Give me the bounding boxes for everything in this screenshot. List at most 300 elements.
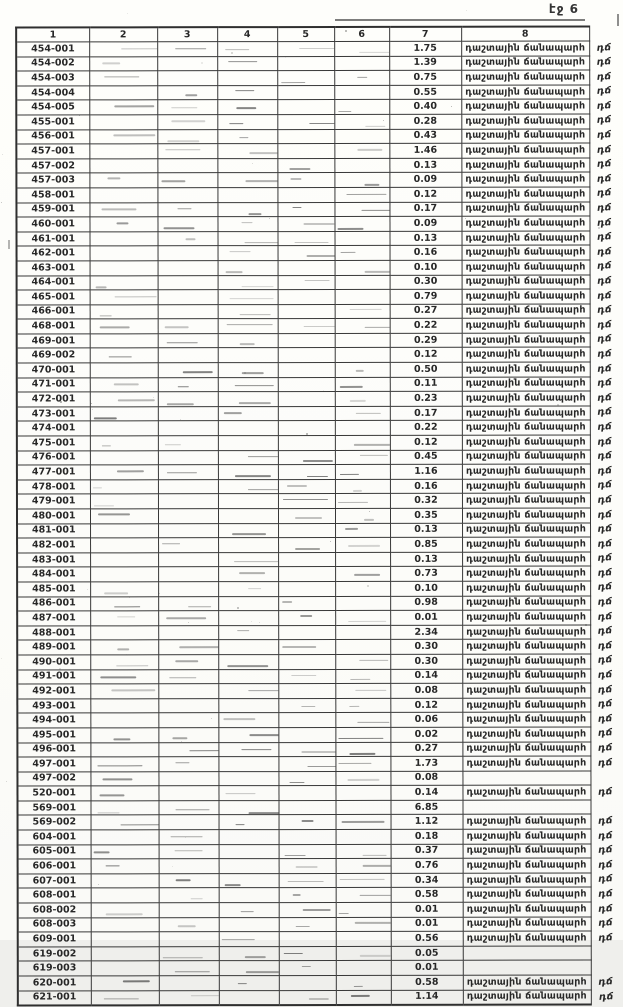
parcel-code-cell: 487-001 xyxy=(17,611,90,626)
scan-smudge xyxy=(165,444,181,445)
scan-smudge xyxy=(100,315,111,316)
parcel-code-cell: 474-001 xyxy=(17,421,90,436)
land-type-cell: դաշտային ճանապարհ xyxy=(461,158,589,173)
empty-cell xyxy=(218,771,278,786)
empty-cell xyxy=(278,465,335,480)
land-type-cell: դաշտային ճանապարհ xyxy=(463,917,591,932)
table-row xyxy=(17,493,620,509)
length-value-cell: 0.73 xyxy=(390,567,462,582)
empty-cell xyxy=(91,888,159,903)
scan-speckle xyxy=(2,154,3,155)
length-value-cell: 0.28 xyxy=(389,114,461,129)
parcel-code-cell: 459-001 xyxy=(16,202,89,217)
parcel-code-cell: 496-001 xyxy=(17,742,90,757)
scan-smudge xyxy=(338,913,348,914)
parcel-code-cell: 460-001 xyxy=(16,217,89,232)
empty-cell xyxy=(217,56,277,71)
empty-cell xyxy=(157,85,217,100)
land-parcel-table xyxy=(15,25,622,1006)
empty-cell xyxy=(335,523,390,538)
scan-smudge xyxy=(179,646,218,648)
empty-cell xyxy=(158,684,218,699)
empty-cell xyxy=(335,465,390,480)
empty-cell xyxy=(336,815,391,830)
empty-cell xyxy=(90,304,158,319)
empty-cell xyxy=(158,728,218,743)
land-type-cell: դաշտային ճանապարհ xyxy=(462,581,590,596)
empty-cell xyxy=(90,261,158,276)
parcel-code-cell: 497-001 xyxy=(17,757,90,772)
empty-cell xyxy=(336,844,391,859)
empty-cell xyxy=(159,844,219,859)
scan-smudge xyxy=(354,444,390,446)
empty-cell xyxy=(335,275,390,290)
length-value-cell: 6.85 xyxy=(390,800,462,815)
land-type-cell: դաշտային ճանապարհ xyxy=(463,902,591,917)
land-type-cell: դաշտային ճանապարհ xyxy=(462,493,590,508)
scan-smudge xyxy=(108,356,132,357)
empty-cell xyxy=(335,538,390,553)
parcel-code-cell: 454-004 xyxy=(16,86,89,101)
column-header: 5 xyxy=(277,27,334,42)
empty-cell xyxy=(89,71,157,86)
empty-cell xyxy=(158,231,218,246)
scan-smudge xyxy=(114,135,156,136)
table-row xyxy=(17,610,620,626)
parcel-code-cell: 458-001 xyxy=(16,188,89,203)
parcel-code-cell: 606-001 xyxy=(18,859,91,874)
handwritten-margin-mark: դճ xyxy=(597,873,613,886)
empty-cell xyxy=(278,494,335,509)
empty-cell xyxy=(336,975,391,990)
empty-cell xyxy=(159,932,219,947)
empty-cell xyxy=(91,859,159,874)
empty-cell xyxy=(159,874,219,889)
land-type-cell: դաշտային ճանապարհ xyxy=(462,362,590,377)
table-row xyxy=(16,56,619,72)
scan-smudge xyxy=(360,955,390,957)
handwritten-margin-mark xyxy=(590,799,621,815)
land-type-cell: դաշտային ճանապարհ xyxy=(462,610,590,625)
empty-cell xyxy=(278,567,335,582)
table-row xyxy=(18,917,621,933)
land-type-cell: դաշտային ճանապարհ xyxy=(461,216,589,231)
empty-cell xyxy=(218,727,278,742)
empty-cell xyxy=(90,290,158,305)
scan-smudge xyxy=(176,661,199,663)
scan-smudge xyxy=(364,519,374,521)
table-row xyxy=(17,435,620,451)
empty-cell xyxy=(158,611,218,626)
empty-cell xyxy=(278,290,335,305)
table-row xyxy=(17,304,620,320)
length-value-cell: 0.43 xyxy=(389,129,461,144)
empty-cell xyxy=(278,508,335,523)
empty-cell xyxy=(217,188,277,203)
empty-cell xyxy=(90,494,158,509)
table-row xyxy=(17,537,620,553)
empty-cell xyxy=(334,41,389,56)
scan-smudge xyxy=(240,572,266,574)
land-type-cell: դաշտային ճանապարհ xyxy=(462,406,590,421)
parcel-code-cell: 491-001 xyxy=(17,669,90,684)
parcel-code-cell: 462-001 xyxy=(17,246,90,261)
scan-smudge xyxy=(104,998,138,999)
length-value-cell: 2.34 xyxy=(390,625,462,640)
land-type-cell: դաշտային ճանապարհ xyxy=(462,347,590,362)
empty-cell xyxy=(335,260,390,275)
scan-smudge xyxy=(224,412,242,414)
empty-cell xyxy=(218,348,278,363)
land-type-cell: դաշտային ճանապարհ xyxy=(463,990,591,1005)
scan-smudge xyxy=(235,385,274,386)
empty-cell xyxy=(217,173,277,188)
parcel-code-cell: 569-002 xyxy=(18,815,91,830)
empty-cell xyxy=(158,582,218,597)
empty-cell xyxy=(158,363,218,378)
scan-smudge xyxy=(283,499,329,500)
empty-cell xyxy=(335,392,390,407)
land-type-cell: դաշտային ճանապարհ xyxy=(462,231,590,246)
parcel-code-cell: 457-003 xyxy=(16,173,89,188)
empty-cell xyxy=(90,771,158,786)
empty-cell xyxy=(334,129,389,144)
scan-smudge xyxy=(117,616,135,617)
table-row xyxy=(16,202,619,218)
empty-cell xyxy=(279,975,336,990)
land-type-cell: դաշտային ճանապարհ xyxy=(461,129,589,144)
land-type-cell: դաշտային ճանապարհ xyxy=(462,377,590,392)
empty-cell xyxy=(277,158,334,173)
scan-smudge xyxy=(103,778,133,780)
scan-smudge xyxy=(111,690,155,692)
length-value-cell: 0.30 xyxy=(390,275,462,290)
scan-smudge xyxy=(342,821,385,822)
scan-smudge xyxy=(121,48,157,49)
scan-smudge xyxy=(238,630,250,631)
scan-smudge xyxy=(365,126,385,127)
scan-smudge xyxy=(291,675,316,676)
length-value-cell: 0.50 xyxy=(390,362,462,377)
table-row xyxy=(17,669,620,685)
empty-cell xyxy=(278,231,335,246)
scan-smudge xyxy=(188,606,211,607)
scan-smudge xyxy=(113,384,138,385)
scan-smudge xyxy=(175,48,206,49)
empty-cell xyxy=(157,217,217,232)
empty-cell xyxy=(334,85,389,100)
table-row xyxy=(18,902,621,918)
scan-smudge xyxy=(302,820,313,822)
land-type-cell: դաշտային ճանապարհ xyxy=(462,785,590,800)
scan-smudge xyxy=(239,343,254,345)
empty-cell xyxy=(334,56,389,71)
parcel-code-cell: 475-001 xyxy=(17,436,90,451)
land-type-cell: դաշտային ճանապարհ xyxy=(463,887,591,902)
length-value-cell: 0.37 xyxy=(391,844,463,859)
scan-smudge xyxy=(347,194,386,195)
scan-smudge xyxy=(248,588,261,589)
length-value-cell: 0.06 xyxy=(390,713,462,728)
table-row xyxy=(17,245,620,261)
scan-smudge xyxy=(294,242,328,243)
empty-cell xyxy=(335,596,390,611)
table-row xyxy=(16,114,619,130)
empty-cell xyxy=(90,728,158,743)
scan-smudge xyxy=(94,418,117,419)
empty-cell xyxy=(89,188,157,203)
column-header: 4 xyxy=(217,27,277,42)
empty-cell xyxy=(278,479,335,494)
empty-cell xyxy=(277,129,334,144)
scan-smudge xyxy=(339,763,372,764)
scan-smudge xyxy=(339,386,362,388)
empty-cell xyxy=(218,713,278,728)
empty-cell xyxy=(158,290,218,305)
empty-cell xyxy=(278,684,335,699)
scan-smudge xyxy=(166,617,207,619)
empty-cell xyxy=(91,947,159,962)
empty-cell xyxy=(218,742,278,757)
table-row xyxy=(17,727,620,743)
land-type-cell: դաշտային ճանապարհ xyxy=(462,318,590,333)
table-row xyxy=(18,990,621,1006)
empty-cell xyxy=(157,158,217,173)
parcel-code-cell: 497-002 xyxy=(17,772,90,787)
handwritten-margin-mark: դճ xyxy=(596,41,612,54)
scan-smudge xyxy=(171,107,197,108)
table-row xyxy=(18,960,621,976)
empty-cell xyxy=(278,800,335,815)
length-value-cell: 0.08 xyxy=(390,683,462,698)
table-row xyxy=(18,873,621,889)
handwritten-margin-mark: դճ xyxy=(596,144,612,156)
length-value-cell: 1.14 xyxy=(391,990,463,1005)
length-value-cell: 0.13 xyxy=(390,552,462,567)
empty-cell xyxy=(157,173,217,188)
empty-cell xyxy=(90,582,158,597)
handwritten-margin-mark: դճ xyxy=(597,552,613,565)
scan-smudge xyxy=(249,152,277,154)
empty-cell xyxy=(218,567,278,582)
scan-smudge xyxy=(359,660,388,661)
scan-smudge xyxy=(362,855,386,856)
handwritten-margin-mark: դճ xyxy=(597,815,613,828)
empty-cell xyxy=(90,801,158,816)
empty-cell xyxy=(335,348,390,363)
table-row xyxy=(18,975,621,991)
land-type-cell: դաշտային ճանապարհ xyxy=(462,654,590,669)
table-row xyxy=(17,523,620,539)
table-row xyxy=(17,625,620,641)
empty-cell xyxy=(217,115,277,130)
parcel-code-cell: 492-001 xyxy=(17,684,90,699)
table-row xyxy=(17,347,620,363)
handwritten-margin-mark: դճ xyxy=(597,902,613,915)
length-value-cell: 0.01 xyxy=(390,610,462,625)
handwritten-margin-mark: դճ xyxy=(597,625,613,638)
handwritten-margin-mark: դճ xyxy=(597,494,613,507)
empty-cell xyxy=(336,829,391,844)
land-type-cell: դաշտային ճանապարհ xyxy=(463,858,591,873)
parcel-code-cell: 486-001 xyxy=(17,596,90,611)
empty-cell xyxy=(90,538,158,553)
empty-cell xyxy=(217,202,277,217)
empty-cell xyxy=(158,392,218,407)
empty-cell xyxy=(279,961,336,976)
scan-smudge xyxy=(98,765,143,766)
length-value-cell: 0.08 xyxy=(390,771,462,786)
scan-smudge xyxy=(162,180,186,182)
scan-smudge xyxy=(118,399,155,401)
length-value-cell: 0.09 xyxy=(389,173,461,188)
parcel-code-cell: 608-001 xyxy=(18,888,91,903)
length-value-cell: 0.29 xyxy=(390,333,462,348)
empty-cell xyxy=(89,115,157,130)
length-value-cell: 1.46 xyxy=(389,143,461,158)
handwritten-margin-mark xyxy=(590,945,621,961)
empty-cell xyxy=(90,450,158,465)
empty-cell xyxy=(219,932,279,947)
scan-smudge xyxy=(350,400,366,402)
empty-cell xyxy=(336,859,391,874)
empty-cell xyxy=(90,334,158,349)
empty-cell xyxy=(218,260,278,275)
empty-cell xyxy=(217,42,277,57)
empty-cell xyxy=(159,976,219,991)
land-type-cell: դաշտային ճանապարհ xyxy=(463,829,591,844)
scan-smudge xyxy=(347,779,380,781)
length-value-cell: 0.12 xyxy=(390,698,462,713)
scan-smudge xyxy=(99,795,124,796)
parcel-code-cell: 569-001 xyxy=(17,801,90,816)
scan-smudge xyxy=(175,850,202,851)
empty-cell xyxy=(90,436,158,451)
table-row xyxy=(17,683,620,699)
length-value-cell: 0.05 xyxy=(391,946,463,961)
table-row xyxy=(17,391,620,407)
empty-cell xyxy=(336,990,391,1005)
scan-smudge xyxy=(172,737,187,739)
empty-cell xyxy=(218,479,278,494)
scan-smudge xyxy=(293,894,301,896)
empty-cell xyxy=(335,479,390,494)
empty-cell xyxy=(334,114,389,129)
handwritten-margin-mark: դճ xyxy=(596,100,612,113)
handwritten-margin-mark: դճ xyxy=(596,187,612,200)
scan-smudge xyxy=(115,105,154,107)
empty-cell xyxy=(335,289,390,304)
handwritten-margin-mark: դճ xyxy=(597,859,613,871)
length-value-cell: 0.01 xyxy=(391,917,463,932)
scan-smudge xyxy=(302,909,331,911)
empty-cell xyxy=(218,523,278,538)
table-row xyxy=(17,639,620,655)
scan-smudge xyxy=(284,953,303,954)
land-type-cell xyxy=(463,960,591,975)
empty-cell xyxy=(278,450,335,465)
scan-smudge xyxy=(365,327,390,328)
parcel-code-cell: 457-002 xyxy=(16,159,89,174)
scan-smudge xyxy=(301,615,313,616)
column-header: 7 xyxy=(389,27,461,42)
land-type-cell: դաշտային ճանապարհ xyxy=(462,275,590,290)
table-row xyxy=(17,756,620,772)
land-type-cell xyxy=(462,800,590,815)
scan-smudge xyxy=(163,227,195,229)
parcel-code-cell: 604-001 xyxy=(18,830,91,845)
table-row xyxy=(17,771,620,787)
scan-smudge xyxy=(249,734,278,736)
empty-cell xyxy=(158,421,218,436)
empty-cell xyxy=(277,71,334,86)
scan-smudge xyxy=(246,971,279,972)
scan-speckle xyxy=(1,202,2,203)
scan-smudge xyxy=(245,957,265,958)
empty-cell xyxy=(158,801,218,816)
length-value-cell: 0.27 xyxy=(390,304,462,319)
scan-smudge xyxy=(171,120,205,122)
scan-artifact xyxy=(8,240,10,249)
empty-cell xyxy=(279,844,336,859)
handwritten-margin-mark: դճ xyxy=(597,465,613,477)
length-value-cell: 0.12 xyxy=(390,435,462,450)
length-value-cell: 0.16 xyxy=(390,479,462,494)
column-header: 8 xyxy=(461,27,589,42)
parcel-code-cell: 481-001 xyxy=(17,523,90,538)
empty-cell xyxy=(335,552,390,567)
length-value-cell: 0.09 xyxy=(389,216,461,231)
empty-cell xyxy=(158,275,218,290)
land-type-cell: դաշտային ճանապարհ xyxy=(463,931,591,946)
length-value-cell: 0.34 xyxy=(391,873,463,888)
empty-cell xyxy=(217,217,277,232)
length-value-cell: 0.13 xyxy=(390,523,462,538)
empty-cell xyxy=(335,304,390,319)
land-type-cell: դաշտային ճանապարհ xyxy=(462,537,590,552)
scan-smudge xyxy=(178,925,196,927)
empty-cell xyxy=(218,611,278,626)
scan-smudge xyxy=(288,881,324,882)
parcel-code-cell: 489-001 xyxy=(17,640,90,655)
empty-cell xyxy=(89,173,157,188)
scan-smudge xyxy=(166,342,197,343)
scan-smudge xyxy=(101,445,110,446)
parcel-code-cell: 482-001 xyxy=(17,538,90,553)
parcel-code-cell: 479-001 xyxy=(17,494,90,509)
handwritten-margin-mark: դճ xyxy=(596,202,612,215)
scan-smudge xyxy=(309,123,334,124)
empty-cell xyxy=(277,114,334,129)
empty-cell xyxy=(277,100,334,115)
length-value-cell: 0.12 xyxy=(390,348,462,363)
parcel-code-cell: 454-001 xyxy=(16,42,89,57)
scan-smudge xyxy=(98,513,130,515)
scan-smudge xyxy=(295,866,318,868)
handwritten-margin-mark: դճ xyxy=(597,888,613,901)
scan-smudge xyxy=(229,251,251,252)
empty-cell xyxy=(158,334,218,349)
empty-cell xyxy=(219,917,279,932)
empty-cell xyxy=(158,625,218,640)
empty-cell xyxy=(218,246,278,261)
length-value-cell: 0.18 xyxy=(391,829,463,844)
scan-smudge xyxy=(224,884,240,886)
length-value-cell: 0.13 xyxy=(390,231,462,246)
empty-cell xyxy=(90,742,158,757)
handwritten-margin-mark: դճ xyxy=(597,421,612,434)
empty-cell xyxy=(279,873,336,888)
